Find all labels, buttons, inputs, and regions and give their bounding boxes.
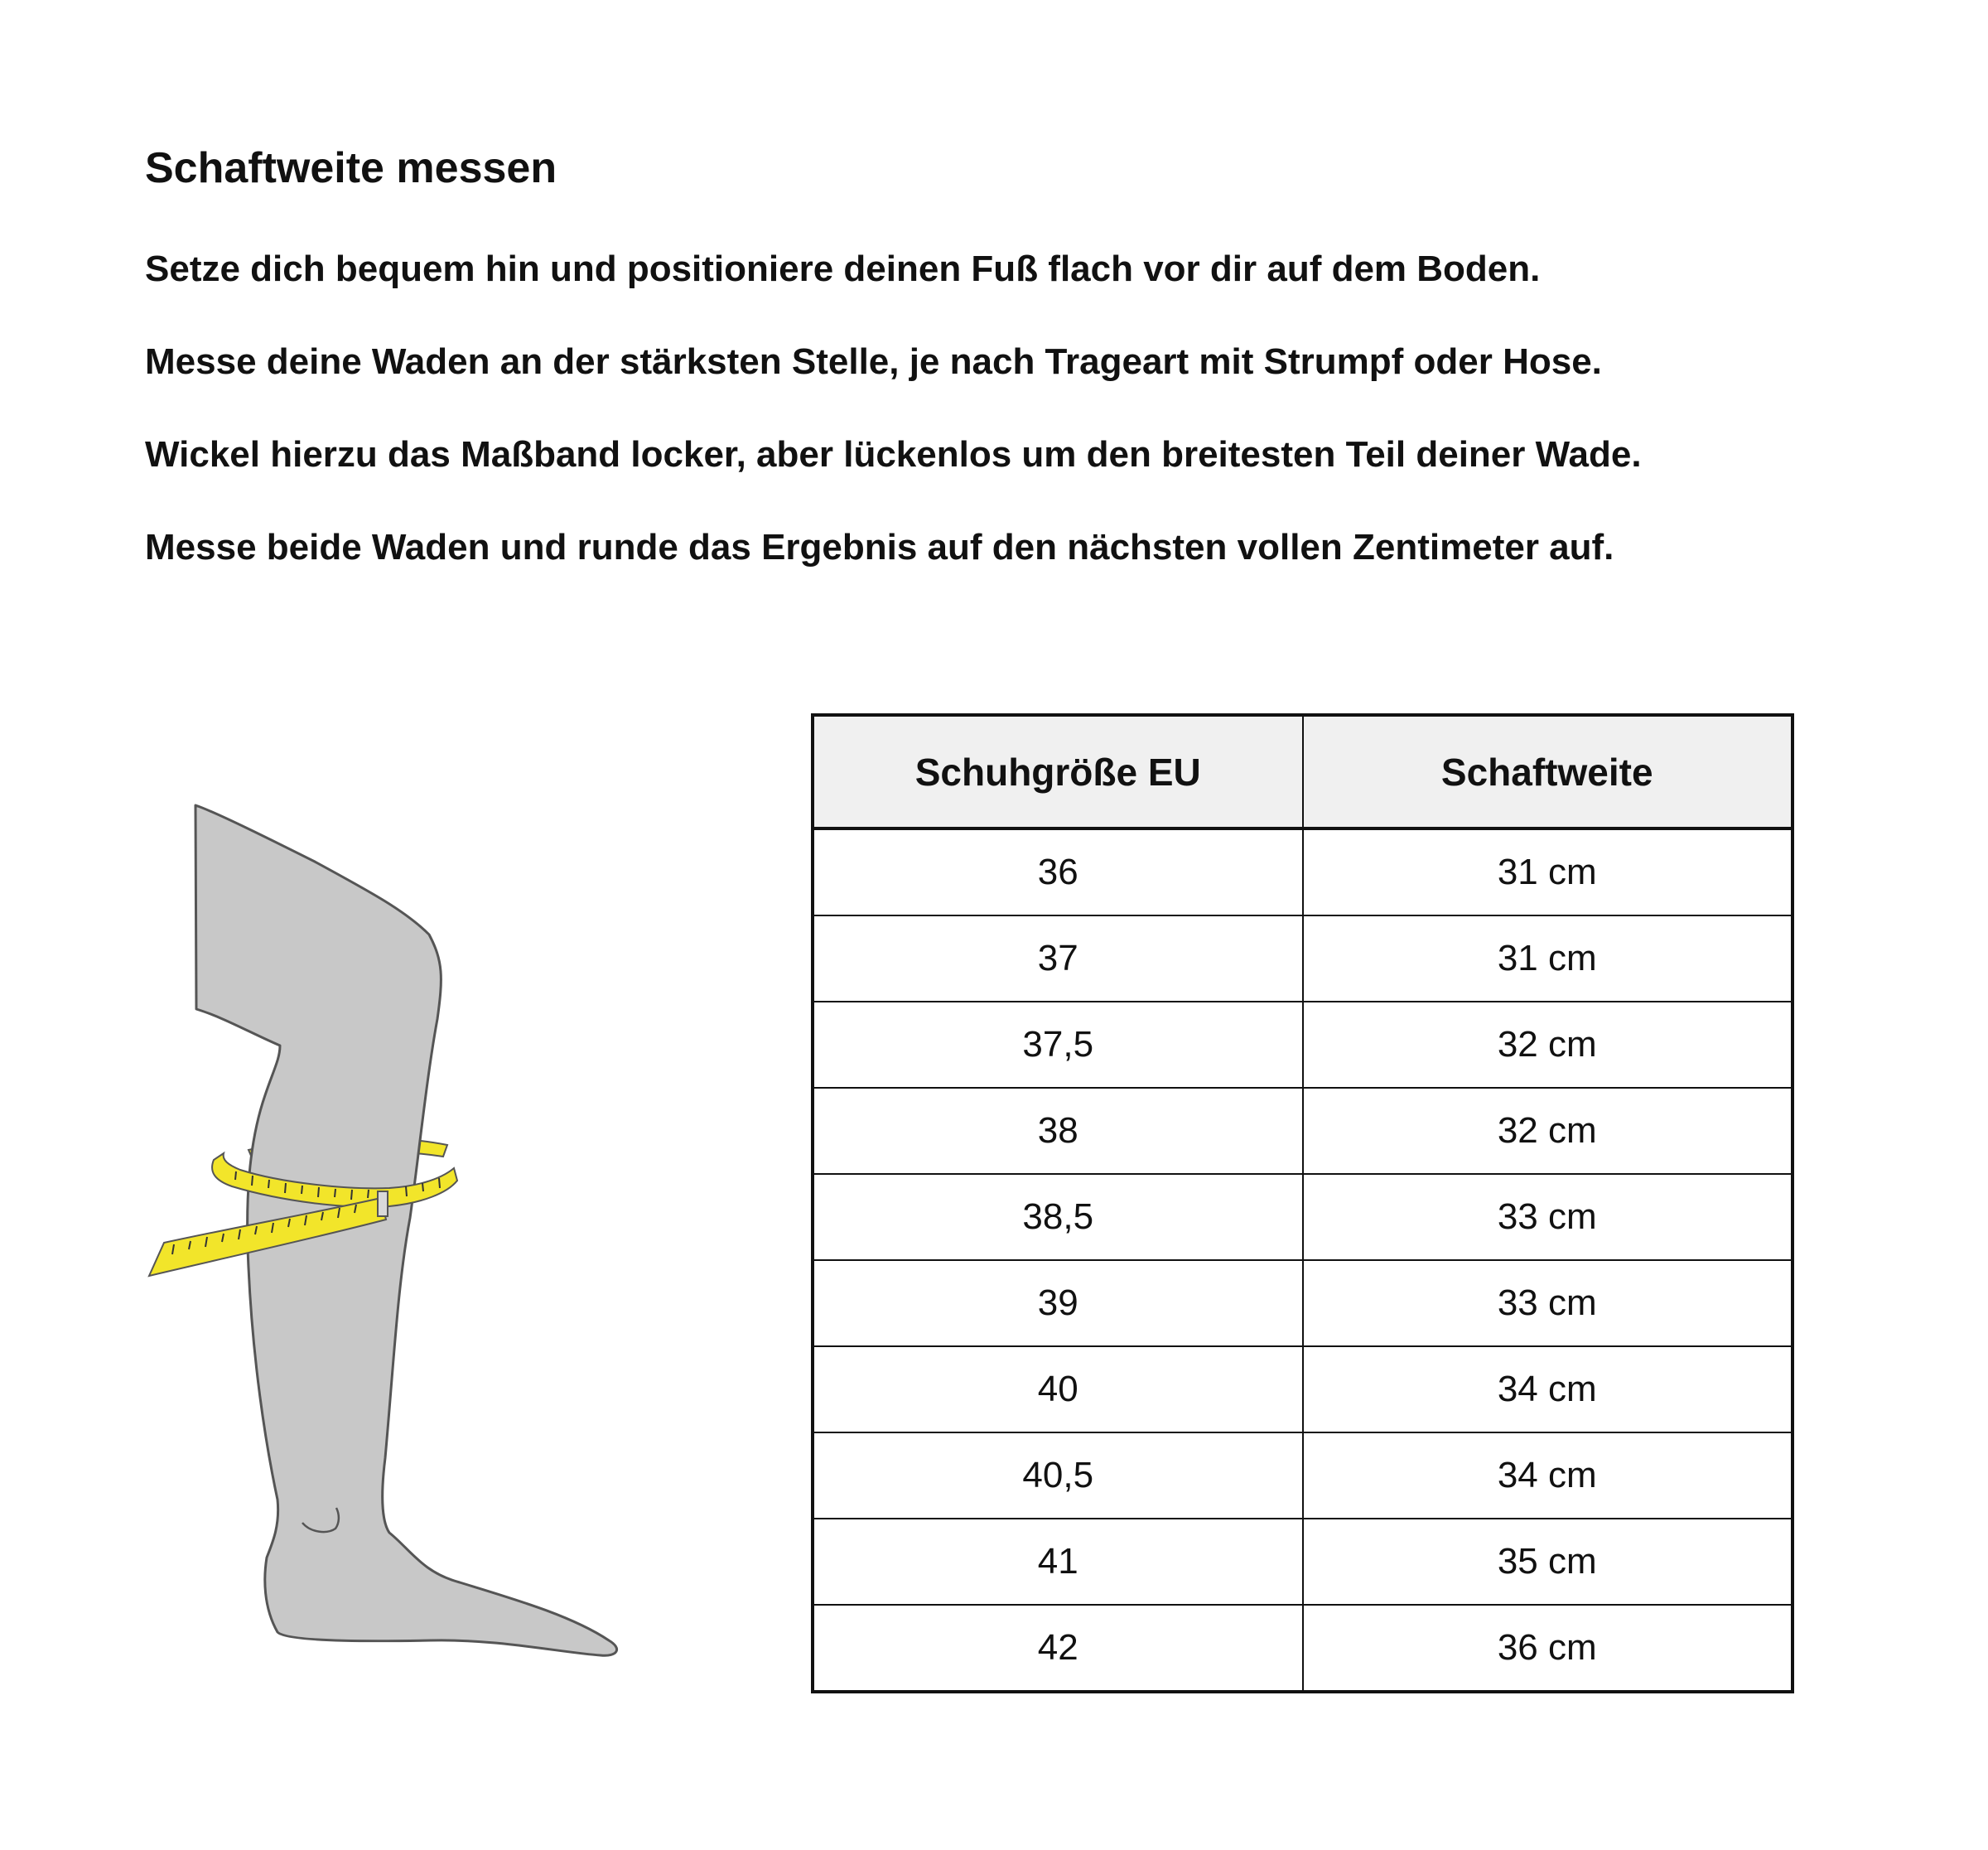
table-row [813, 1260, 1793, 1346]
shaft-width-cell: 36 cm [1303, 1605, 1793, 1692]
table-row [813, 1519, 1793, 1605]
shoe-size-cell: 42 [813, 1605, 1303, 1692]
instruction-2: Messe deine Waden an der stärksten Stelle, je nach Trageart mit Strumpf oder Hose. [145, 341, 1602, 382]
shaft-width-cell: 31 cm [1303, 828, 1793, 915]
shoe-size-cell: 40 [813, 1346, 1303, 1432]
shaft-width-cell: 34 cm [1303, 1432, 1793, 1519]
table-row [813, 828, 1793, 915]
table-row [813, 1174, 1793, 1260]
tape-buckle [378, 1191, 388, 1216]
shoe-size-cell: 37,5 [813, 1002, 1303, 1088]
table-row [813, 915, 1793, 1002]
shaft-width-cell: 33 cm [1303, 1260, 1793, 1346]
shaft-width-cell: 32 cm [1303, 1002, 1793, 1088]
table-row [813, 1002, 1793, 1088]
instruction-1: Setze dich bequem hin und positioniere deinen Fuß flach vor dir auf dem Boden. [145, 249, 1541, 289]
shaft-width-cell: 32 cm [1303, 1088, 1793, 1174]
instruction-4: Messe beide Waden und runde das Ergebnis auf den nächsten vollen Zentimeter auf. [145, 527, 1614, 568]
shoe-size-cell: 39 [813, 1260, 1303, 1346]
shaft-width-cell: 33 cm [1303, 1174, 1793, 1260]
shoe-size-cell: 37 [813, 915, 1303, 1002]
table-row [813, 1432, 1793, 1519]
instruction-list [145, 244, 1642, 616]
shaft-width-cell: 35 cm [1303, 1519, 1793, 1605]
shoe-size-cell: 36 [813, 828, 1303, 915]
table-row [813, 1346, 1793, 1432]
table-header-row [813, 715, 1793, 828]
page-title: Schaftweite messen [145, 144, 557, 192]
header-shoe-size: Schuhgröße EU [813, 715, 1303, 828]
shoe-size-cell: 41 [813, 1519, 1303, 1605]
shaft-width-cell: 31 cm [1303, 915, 1793, 1002]
header-shaft-width: Schaftweite [1303, 715, 1793, 828]
instruction-3: Wickel hierzu das Maßband locker, aber lückenlos um den breitesten Teil deiner Wade. [145, 434, 1642, 475]
shoe-size-cell: 38 [813, 1088, 1303, 1174]
table-row [813, 1605, 1793, 1692]
shaft-width-cell: 34 cm [1303, 1346, 1793, 1432]
size-table [811, 713, 1794, 1693]
shoe-size-cell: 40,5 [813, 1432, 1303, 1519]
shoe-size-cell: 38,5 [813, 1174, 1303, 1260]
table-row [813, 1088, 1793, 1174]
leg-with-measuring-tape-icon [141, 795, 638, 1665]
